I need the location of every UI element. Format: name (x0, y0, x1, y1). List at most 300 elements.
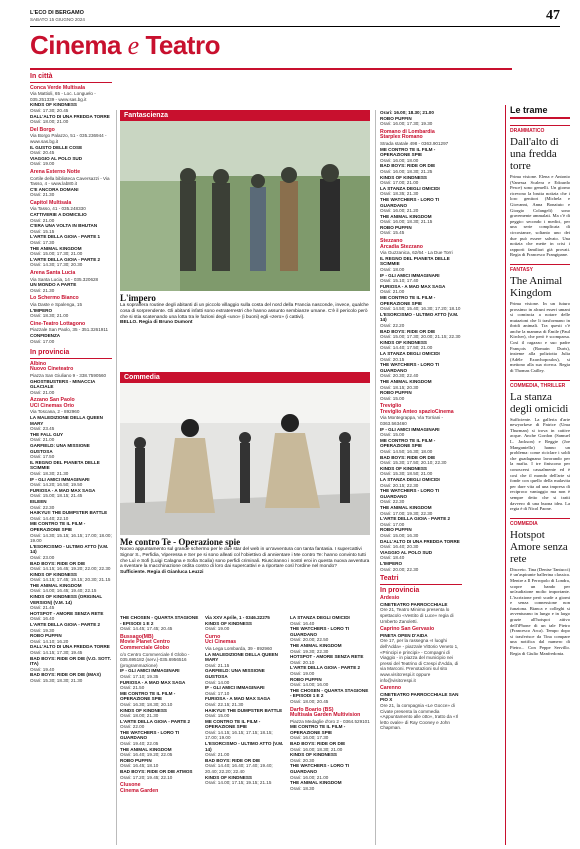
film-title: KINDS OF KINDNESS (290, 752, 337, 758)
showtimes: Orari: 15.45 (380, 230, 405, 236)
event-text: Ore 21, la compagnia «Le Gocce» di Civate presenta la commedia «Appuntamento alle otto», tratto da «Il letto ovale» di Ray Cooney e John Chapman. (380, 702, 458, 731)
showtimes: Orari: 17.30; 20.45 (30, 107, 69, 113)
film-title: HOTSPOT - AMORE SENZA RETE (30, 610, 104, 616)
listings-bottom-col-3 (290, 615, 370, 845)
film-title: THE WATCHERS - LORO TI GUARDANO (380, 362, 440, 373)
showtimes: Orari: 14.15; 17.45; 19.15; 20.30; 21.15 (30, 577, 111, 583)
cinema-address: Piazza San Giuliano 9 - 338.7590560 (30, 372, 107, 378)
cinema-address: Via Daste e Spalenga, 15 (30, 301, 83, 307)
film-title: L'ESORCISMO - ULTIMO ATTO (V.M. 14) (30, 543, 109, 555)
showtimes: Orari: 19.00 (30, 161, 55, 167)
newspaper-name: L'ECO DI BERGAMO (30, 10, 84, 16)
cinema-address: Via Mattioli, 65 - Loc. Longuelo - 035.251339 - www.sas.bg.it (30, 91, 96, 102)
plot-item (510, 518, 570, 657)
cinema-listing (30, 170, 112, 198)
showtimes: Orari: 22.30 (380, 499, 405, 505)
showtimes: Orari: 15.00; 16.30 (380, 532, 419, 538)
film-title: IF - GLI AMICI IMMAGINARI (120, 668, 180, 674)
showtimes: Orari: 15.00; 18.15; 21.45 (30, 493, 83, 499)
showtimes: Orari: 23.00 (30, 554, 55, 560)
film-title: FURIOSA - A MAD MAX SAGA (205, 696, 271, 702)
film-title: THE WATCHERS - LORO TI GUARDANO (120, 729, 180, 741)
cinema-listing (120, 635, 200, 780)
film-title: LA STANZA DEGLI OMICIDI (290, 615, 350, 620)
film-title: C'ERA UNA VOLTA IN BHUTAN (30, 223, 98, 229)
town-name: Darfo Boario (BS) (290, 706, 334, 713)
showtimes: Orari: 22.00 (120, 724, 145, 730)
film-title: THE ANIMAL KINGDOM (290, 642, 342, 648)
plot-text: Prima visione. In un futuro prossimo in alcuni esseri umani si comincia a notare delle mutazioni che li trasformano in ibridi animali. Tra questi c'è anche la mamma di Émile (Paul Kircher), che però è scomparsa. Così il ragazzo e suo padre François (Romain Duris), insieme alla poliziotta Julia (Adèle Exarchopoulos), si mettono alla sua ricerca. Regia di Thomas Cailley. (510, 300, 570, 374)
film-title: ROBO PUFFIN (380, 224, 412, 230)
film-title: DALL'ALTO DI UNA FREDDA TORRE (30, 644, 110, 650)
showtimes: Orari: 17.30 (30, 240, 55, 246)
film-title: IL GUSTO DELLE COSE (30, 144, 83, 150)
film-title: IF - GLI AMICI IMMAGINARI (380, 426, 440, 432)
film-title: IF - GLI AMICI IMMAGINARI (30, 476, 90, 482)
film-title: HAIKYU!! THE DUMPSTER BATTLE (205, 707, 283, 713)
showtimes: Orari: 15.00; 17.30; 20.00; 21.15; 22.30 (380, 334, 461, 340)
issue-date: SABATO 15 GIUGNO 2024 (30, 17, 85, 22)
mecontrote-image (120, 383, 370, 535)
showtimes: Orari: 21.45 (30, 605, 55, 611)
showtimes: Orari: 16.00; 21.00 (290, 774, 329, 780)
cinema-name: Cinema Garden (120, 787, 159, 794)
showtimes: Orari: 18.00; 20.45 (290, 698, 329, 704)
film-title: ME CONTRO TE IL FILM - OPERAZIONE SPIE (290, 724, 346, 735)
town-name: Treviglio (380, 403, 402, 410)
commedia-block (120, 372, 370, 576)
cinema-name: Multisala Garden Multivision (290, 712, 361, 719)
showtimes: Orari: 16.40; 20.30 (380, 544, 419, 550)
cinema-listing (120, 783, 200, 794)
showtimes: Orari: 14.00; 16.00 (290, 682, 329, 688)
film-title: BAD BOYS: RIDE OR DIE ATMOS (120, 769, 193, 775)
film-title: KINDS OF KINDNESS (205, 774, 252, 780)
showtimes: Orari: 18.40 (380, 555, 405, 561)
cinema-listing (30, 271, 112, 293)
showtimes: Orari: 20.10 (290, 659, 315, 665)
showtimes: Orari: 16.00; 17.30 (290, 735, 329, 741)
town-name: Stezzano (380, 238, 403, 245)
film-title: BAD BOYS: RIDE OR DIE (290, 741, 346, 747)
showtimes: Orari: 15.30; 18.30; 21.30 (30, 677, 83, 683)
cinema-listing (205, 635, 285, 786)
film-title: KINDS OF KINDNESS (380, 339, 427, 345)
commedia-label: Commedia (120, 372, 370, 383)
showtimes: Orari: 21.30 (30, 192, 55, 198)
film-title: THE ANIMAL KINGDOM (380, 213, 432, 219)
commedia-film-title: Me contro Te - Operazione spie (120, 537, 241, 547)
film-title: BAD BOYS: RIDE OR DIE (380, 454, 436, 460)
cinema-name: Nuovo Cineteatro (30, 366, 74, 373)
title-part2: Teatro (145, 30, 220, 60)
column-divider (116, 110, 117, 845)
film-title: IL REGNO DEL PIANETA DELLE SCIMMIE (380, 255, 450, 267)
showtimes: Orari: 15.10; 17.40 (380, 278, 419, 284)
plot-item (510, 125, 570, 258)
showtimes: Orari: 14.20; 16.50; 19.50 (30, 482, 83, 488)
film-title: ME CONTRO TE IL FILM - OPERAZIONE SPIE (120, 690, 176, 702)
film-title: ME CONTRO TE IL FILM - OPERAZIONE SPIE (30, 521, 86, 532)
film-title: ROBO PUFFIN (380, 527, 412, 533)
showtimes: Orari: 14.50; 16.30; 18.00 (380, 449, 433, 455)
film-title: Orari: 16.00; 18.30; 21.00 (380, 110, 434, 115)
cinema-name: Movie Planet Centro Commerciale Globo (120, 639, 170, 651)
showtimes: Orari: 14.10; 16.20 (30, 638, 69, 644)
cinema-listing (30, 398, 112, 683)
cinema-name: Arena Esterno Notte (30, 168, 81, 175)
in-provincia-heading: In provincia (30, 349, 70, 357)
cinema-address: Via Borgo Palazzo, 51 - 035.236944 - www.sas.bg.it (30, 133, 107, 144)
showtimes: Orari: 14.50; 15.40; 16.30; 17.20; 18.10 (380, 306, 461, 312)
film-title: FURIOSA - A MAD MAX SAGA (380, 283, 446, 289)
cinema-address: Via Tasso, 41 - 035.248330 (30, 206, 86, 212)
film-title: THE ANIMAL KINGDOM (30, 582, 82, 588)
commedia-synopsis: Nuovo appuntamento sul grande schermo per le due star del web in un'avventura con tanta fantasia. I supercattivi Signor S., Perfidia, Viperessa e Ser pe si sono alleati col l'obiettivo di annientare i Me contro Te: hanno convinto tutti che Luì e Sofi (Luigi Calagna e Sofia Scalia) sono perfidi criminali. Riusciranno i nostri eroi in questa nuova avventura a sventare la macchinazione ordita contro di loro dai supercattivi e a riportare così l'ordine nel mondo? (120, 547, 370, 570)
film-title: CATTIVERIE A DOMICILIO (30, 212, 87, 218)
film-title: HAIKYU!! THE DUMPSTER BATTLE (30, 510, 108, 516)
showtimes: Orari: 23.45 (30, 426, 55, 432)
showtimes: Orari: 16.40 (30, 616, 55, 622)
cinema-listing (380, 239, 462, 401)
showtimes: Orari: 16.00; 17.30; 19.30 (380, 121, 433, 127)
showtimes: Orari: 15.15 (30, 228, 55, 234)
film-title: L'ARTE DELLA GIOIA - PARTE 2 (30, 256, 101, 262)
film-title: EILEEN (30, 498, 47, 504)
venue-name: PINETA OPEN D'AIDA (380, 632, 428, 638)
showtimes: Orari: 17.50 (30, 454, 55, 460)
showtimes: Orari: 17.20; 19.45; 22.10 (120, 774, 173, 780)
showtimes: Orari: 14.00 (205, 679, 230, 685)
showtimes: Orari: 14.45; 17.45; 20.45 (120, 626, 173, 632)
cinema-name: Starplex Romano (380, 134, 423, 141)
film-title: THE CHOSEN - QUARTA STAGIONE - EPISODI 1 E 2 (120, 615, 199, 626)
showtimes: Orari: 15.00 (380, 432, 405, 438)
film-title: ME CONTRO TE IL FILM - OPERAZIONE SPIE (380, 437, 436, 449)
showtimes: Orari: 17.00 (380, 521, 405, 527)
plot-film-title: Dall'alto di una fredda torre (510, 136, 559, 172)
cinema-address: Via Lega Lombarda, 39 - 892960 (205, 645, 273, 651)
town-name: Azzano San Paolo (30, 397, 75, 404)
showtimes: Orari: 21.00 (30, 389, 55, 395)
cinema-name: Arcadia Stezzano (380, 243, 423, 250)
plot-genre: FANTASY (510, 264, 570, 273)
cinema-name: Lo Schermo Bianco (30, 295, 79, 302)
showtimes: Orari: 16.00; 21.20 (380, 208, 419, 214)
showtimes: Orari: 14.00; 16.45; 19.40; 22.15 (30, 588, 97, 594)
limpero-photo (120, 121, 370, 291)
film-title: L'ESORCISMO - ULTIMO ATTO (V.M. 14) (380, 311, 459, 323)
showtimes: Orari: 19.00 (205, 626, 230, 632)
film-title: ROBO PUFFIN (120, 757, 152, 763)
showtimes: Orari: 17.10; 19.35 (120, 673, 159, 679)
film-title: L'ARTE DELLA GIOIA - PARTE 1 (30, 234, 101, 240)
teatri-subheading: In provincia (380, 586, 420, 594)
cinema-listing (380, 130, 462, 236)
film-title: THE WATCHERS - LORO TI GUARDANO (290, 626, 350, 637)
plot-item (510, 380, 570, 512)
showtimes: Orari: 14.40; 22.10 (30, 515, 69, 521)
film-title: KINDS OF KINDNESS (205, 620, 252, 626)
film-title: THE FALL GUY (30, 431, 64, 437)
film-title: THE CHOSEN - QUARTA STAGIONE - EPISODI 1 E 2 (290, 687, 369, 699)
film-title: ROBO PUFFIN (380, 115, 412, 121)
film-title: VIAGGIO AL POLO SUD (30, 155, 83, 161)
film-title: DALL'ALTO DI UNA FREDDA TORRE (380, 538, 460, 544)
film-title: ROBO PUFFIN (290, 676, 322, 682)
listings-bottom-col-2 (205, 615, 285, 845)
film-title: LA STANZA DEGLI OMICIDI (380, 350, 440, 356)
fantascienza-block (120, 110, 370, 326)
showtimes: Orari: 15.30; 18.50; 21.00 (380, 471, 433, 477)
film-title: ME CONTRO TE IL FILM - OPERAZIONE SPIE (380, 146, 436, 158)
section-rule (30, 358, 112, 359)
film-title: IL REGNO DEL PIANETA DELLE SCIMMIE (30, 459, 100, 471)
showtimes: Orari: 14.00; 17.15; 19.15; 21.15 (205, 780, 272, 786)
showtimes: Orari: 17.00; 21.00 (380, 180, 419, 186)
showtimes: Orari: 15.00; 17.30; 21.00 (30, 251, 83, 257)
film-title: THE WATCHERS - LORO TI GUARDANO (380, 196, 440, 208)
sidebar-title: Le trame (510, 105, 570, 119)
film-title: BAD BOYS: RIDE OR DIE (380, 328, 436, 334)
plot-text: Prima visione. Elena e Antonio (Vanessa Scalera e Edoardo Pesce) sono gemelli. Un giorno ricevono la brutta notizia che i loro genitori (Michela e Giovanni, Anna Bonaiuto e Giorgio Colangeli) sono gravemente ammalati. Ma c'è di peggio: secondo i medici, per una serie complicata di circostanze, soltanto uno dei due può essere salvato. Una notizia che mette in crisi i rapporti familiari già provati. Regia di Francesco Frangipane. (510, 174, 570, 258)
cinema-name: Uci Cinemas (205, 639, 237, 646)
showtimes: Orari: 20.00; 22.30 (380, 566, 419, 572)
cinema-listing (30, 296, 112, 318)
film-title: BAD BOYS: RIDE OR DIE (205, 757, 261, 763)
plot-text: Sufficiente. La galleria d'arte newyorkese di Patrice (Uma Thurman) si trova in cattive acque. Anche Gordon (Samuel L. Jackson) e Reggie (Joe Manganiello) hanno un problema: come riciclare i soldi che guadagnano lavorando per la mafia. I tre finiscono per conoscersi casualmente ed è così che il mondo dell'arte si fonde con quello della malavita per dare vita ad una impresa di reciproco vantaggio ma non è sempre detto che si tratti davvero di una buona idea. La regia è di Nicol Paone. (510, 416, 570, 512)
showtimes: Orari: 18.30; 21.30 (30, 471, 69, 476)
showtimes: Orari: 19.30; 22.30 (290, 648, 329, 654)
mecontrote-photo (120, 383, 370, 535)
town-name: Curno (205, 633, 221, 640)
fantascienza-credit: BELLO. Regia di Bruno Dumont (120, 320, 193, 326)
cinema-address: Via Montegrappa, Via Torriani - 0363.563460 (380, 415, 444, 427)
town-name: Ardesio (380, 595, 400, 602)
showtimes: Orari: 20.15; 22.30 (380, 482, 419, 488)
showtimes: Orari: 21.30 (30, 287, 55, 293)
showtimes: Orari: 14.15; 16.15; 17.15; 18.15; 17.00; 19.00 (205, 729, 273, 741)
film-title: THE WATCHERS - LORO TI GUARDANO (290, 763, 350, 775)
film-title: THE ANIMAL KINGDOM (120, 746, 172, 752)
cinema-address: c/o Centro Commerciale Il Globo - 035.695182 (serv.)-035.6956516 (programmazione) (120, 651, 190, 668)
title-part1: Cinema (30, 30, 121, 60)
showtimes: Orari: 20.30 (290, 757, 315, 763)
showtimes: Orari: 22.30 (30, 504, 55, 510)
film-title: ME CONTRO TE IL FILM - OPERAZIONE SPIE (205, 718, 261, 730)
film-title: KINDS OF KINDNESS (120, 707, 167, 713)
town-name: Caprino San Gervasio (380, 626, 435, 633)
plot-text: Discreto. Tina (Denise Tantucci) è un'aspirante ballerina classica. Mentre a Il Ferropolo di Londra, scopre un bando per un'audizione molto importante. L'iscrizione però scade a giorni e senza connessione non funziona. Bianca e colleghi si avventurano in lungo e in largo grazie all'hotspot attivo dell'iPhone di un tale Pietro (Francesco Arca). Tempo dopo si trasferisce da Tina compare una notifica dal numero di Pietro... Con Peppe Servillo. Regia di Giulio Manfredonia. (510, 566, 570, 656)
event-text: Ore 17, per la rassegna «I luoghi dell'Adda» - piazzale Vittorio Veneto 1, «Principi e principi» - Compagni di Viaggio - in piazza del municipio nei pressi del Teatrino di Crespi d'Adda, di via Marconi. Prenotazioni sul sito www.visitcrespi.it oppure info@visitcrespi.it (380, 638, 459, 683)
showtimes: Orari: 21.00 (205, 752, 230, 758)
cinema-listing (30, 362, 112, 396)
film-title: GARFIELD: UNA MISSIONE GUSTOSA (205, 668, 265, 679)
plots-sidebar (510, 105, 570, 656)
showtimes: Orari: 16.40; 19.20; 22.05 (120, 752, 173, 758)
fantascienza-label: Fantascienza (120, 110, 370, 121)
showtimes: Orari: 18.00; 21.00 (30, 119, 69, 125)
town-name: Albino (30, 360, 47, 367)
film-title: THE ANIMAL KINGDOM (380, 378, 432, 384)
cinema-name: UCI Cinemas Orio (30, 402, 75, 409)
cinema-name: Arena Santa Lucia (30, 270, 76, 276)
film-title: BAD BOYS: RIDE OR DIE (IMAX) (30, 672, 101, 678)
showtimes: Orari: 16.00; 18.00 (380, 157, 419, 163)
showtimes: Orari: 15.00 (205, 713, 230, 719)
showtimes: Orari: 14.15; 17.30; 19.45 (30, 650, 83, 655)
showtimes: Orari: 18.35; 21.30 (380, 191, 419, 197)
showtimes: Orari: 17.00; 19.30; 22.30 (380, 510, 433, 516)
showtimes: Orari: 16.00; 18.30; 21.00 (290, 746, 343, 752)
plot-film-title: La stanza degli omicidi (510, 390, 569, 415)
venue-name: CINETEATRO PARROCCHIALE (380, 601, 448, 607)
page-number: 47 (546, 8, 560, 23)
plot-film-title: Hotspot Amore senza rete (510, 528, 568, 565)
cinema-name: Treviglio Anteo spazioCinema (380, 408, 454, 415)
cinema-name: Capitol Multisala (30, 199, 72, 206)
column-divider (375, 110, 376, 845)
film-title: THE ANIMAL KINGDOM (380, 504, 432, 510)
film-title: L'ESORCISMO - ULTIMO ATTO (V.M. 14) (205, 741, 284, 752)
cinema-address: Via Santa Lucia, 14 - 035.320628 (30, 276, 99, 282)
cinema-name: Conca Verde Multisala (30, 84, 86, 91)
film-title: L'IMPERO (380, 560, 403, 566)
in-citta-heading: In città (30, 73, 53, 80)
showtimes: Orari: 17.10 (205, 690, 230, 696)
showtimes: Orari: 21.00 (380, 289, 405, 295)
cinema-address: Cortile della biblioteca Caversazzi - Via Tasso, 4 - www.lab80.it (30, 175, 110, 187)
showtimes: Orari: 14.40; 17.50; 21.00 (380, 345, 433, 351)
showtimes: Orari: 21.00 (30, 217, 55, 223)
showtimes: Orari: 20.15 (380, 356, 405, 362)
cinema-listing (290, 708, 370, 792)
fantascienza-synopsis: La sopraffera routine degli abitanti di un piccolo villaggio sulla costa del nord della Francia nasconde, invece, qualche cosa di sorprendente. Gli abitanti infatti sono extraterrestri che hanno assunto sembianze umane. C'è il pericolo però che si stia scatenando una lotta tra le fazioni degli «uno» (i buoni) egli «zero» (i cattivi). (120, 303, 369, 320)
showtimes: Orari: 19.30 (30, 627, 55, 633)
film-title: L'ARTE DELLA GIOIA - PARTE 2 (380, 516, 451, 522)
showtimes: Orari: 15.30; 17.50; 20.10; 22.30 (380, 460, 447, 466)
cinema-address: Via Guzzanica, 62/64 - La Due Torri (380, 250, 453, 256)
film-title: KINDS OF KINDNESS (380, 465, 427, 471)
showtimes: Orari: 14.30; 15.15; 16.15; 17.00; 18.00; 19.00 (30, 532, 112, 544)
section-rule (380, 584, 462, 585)
film-title: CONFIDENZA (30, 332, 61, 338)
town-name: Bussago(MB) (120, 633, 154, 640)
title-amp: e (127, 31, 139, 60)
showtimes: Orari: 16.30; 18.30; 20.10 (120, 701, 173, 707)
title-rule (30, 68, 512, 70)
film-title: Via XXV Aprile, 1 - 0346.22275 (205, 615, 270, 620)
showtimes: Orari: 17.00 (30, 338, 55, 344)
cinema-listing (30, 128, 112, 167)
showtimes: Orari: 15.00 (380, 395, 405, 401)
showtimes: Orari: 21.00 (30, 437, 55, 443)
cinema-name: Cine-Teatro Lottagono (30, 320, 86, 327)
film-title: DALL'ALTO DI UNA FREDDA TORRE (30, 113, 110, 119)
film-title: FURIOSA - A MAD MAX SAGA (30, 487, 96, 493)
showtimes: Orari: 19.00 (290, 670, 315, 676)
film-title: BAD BOYS: RIDE OR DIE (V.O. SOTT. ITA) (30, 655, 111, 667)
film-title: THE ANIMAL KINGDOM (30, 245, 82, 251)
plot-genre: COMMEDIA (510, 518, 570, 527)
showtimes: Orari: 14.40; 16.40; 17.40; 19.40; 20.40; 22.20; 22.40 (205, 763, 273, 775)
cinema-listing (30, 86, 112, 125)
film-title: THE WATCHERS - LORO TI GUARDANO (380, 488, 440, 499)
sidebar-items (510, 125, 570, 656)
film-title: L'ARTE DELLA GIOIA - PARTE 2 (30, 622, 101, 628)
page-header (30, 8, 560, 24)
showtimes: Orari: 19.40 (30, 666, 55, 672)
film-title: KINDS OF KINDNESS (380, 174, 427, 180)
cinema-address: Via Toscana, 2 - 892960 (30, 409, 80, 415)
venue-name: CINETEATRO PARROCCHIALE SAN PIO X (380, 691, 459, 703)
showtimes: Orari: 22.15; 21.30 (205, 701, 244, 707)
town-name: Romano di Lombardia (380, 128, 435, 135)
film-title: BAD BOYS: RIDE OR DIE (380, 163, 436, 169)
showtimes: Orari: 18.30 (290, 785, 315, 791)
fantascienza-film-title: L'impero (120, 293, 156, 303)
film-title: FURIOSA - A MAD MAX SAGA (120, 679, 186, 685)
film-title: L'ARTE DELLA GIOIA - PARTE 2 (120, 718, 191, 724)
showtimes: Orari: 20.00; 22.50 (290, 637, 329, 643)
film-title: HOTSPOT - AMORE SENZA RETE (290, 654, 364, 660)
listings-bottom-col-1 (120, 615, 200, 845)
film-title: BAD BOYS: RIDE OR DIE (30, 560, 86, 566)
showtimes: Orari: 18.00 (380, 267, 405, 273)
in-citta-list (30, 86, 112, 345)
showtimes: Orari: 20.30; 22.40 (380, 373, 419, 379)
film-title: LA MALEDIZIONE DELLA QUEEN MARY (205, 651, 278, 663)
listings-column-1 (30, 72, 112, 842)
showtimes: Orari: 21.50 (120, 685, 145, 691)
film-title: ME CONTRO TE IL FILM - OPERAZIONE SPIE (380, 295, 436, 306)
cinema-address: Strada statale 498 - 0363.901297 (380, 140, 449, 146)
town-name: Clusone (120, 782, 141, 789)
sidebar-divider (505, 105, 506, 845)
showtimes: Orari: 14.15; 16.45; 19.20; 22.00; 22.30 (30, 566, 111, 572)
town-name: Carenno (380, 685, 402, 692)
cinema-name: Del Borgo (30, 126, 55, 133)
film-title: C'E ANCORA DOMANI (30, 186, 79, 192)
film-title: UN MONDO A PARTE (30, 282, 77, 288)
film-title: IF - GLI AMICI IMMAGINARI (205, 685, 265, 691)
plot-genre: DRAMMATICO (510, 125, 570, 134)
film-title: ROBO PUFFIN (30, 633, 62, 639)
film-title: LA MALEDIZIONE DELLA QUEEN MARY (30, 415, 103, 426)
film-title: KINDS OF KINDNESS (ORIGINAL VERSION) (V.M. 14) (30, 594, 103, 605)
cinema-listing (30, 201, 112, 268)
cinema-address: Piazzale San Paolo, 35 - 351.3261911 (30, 327, 109, 333)
cinema-address: Piazza Medaglie d'oro 2 - 0364.529101 (290, 718, 370, 724)
showtimes: Orari: 22.20 (380, 322, 405, 328)
film-title: THE ANIMAL KINGDOM (290, 780, 342, 786)
showtimes: Orari: 18.00; 21.30 (120, 713, 159, 719)
film-title: KINDS OF KINDNESS (30, 571, 77, 577)
showtimes: Orari: 18.15; 20.30 (380, 384, 419, 390)
plot-genre: COMMEDIA, THRILLER (510, 380, 570, 389)
section-rule (30, 82, 112, 83)
showtimes: Orari: 20.45 (30, 150, 55, 156)
film-title: L'ARTE DELLA GIOIA - PARTE 2 (290, 665, 361, 671)
in-provincia-list (30, 362, 112, 684)
showtimes: Orari: 16.45; 18.10 (120, 763, 159, 769)
film-title: GHOSTBUSTERS - MINACCIA GLACIALE (30, 378, 96, 390)
showtimes: Orari: 19.40; 22.05 (120, 741, 159, 747)
showtimes: Orari: 21.15 (205, 662, 230, 668)
teatri-heading: Teatri (380, 575, 399, 583)
cinema-listing (30, 322, 112, 344)
plot-item (510, 264, 570, 374)
